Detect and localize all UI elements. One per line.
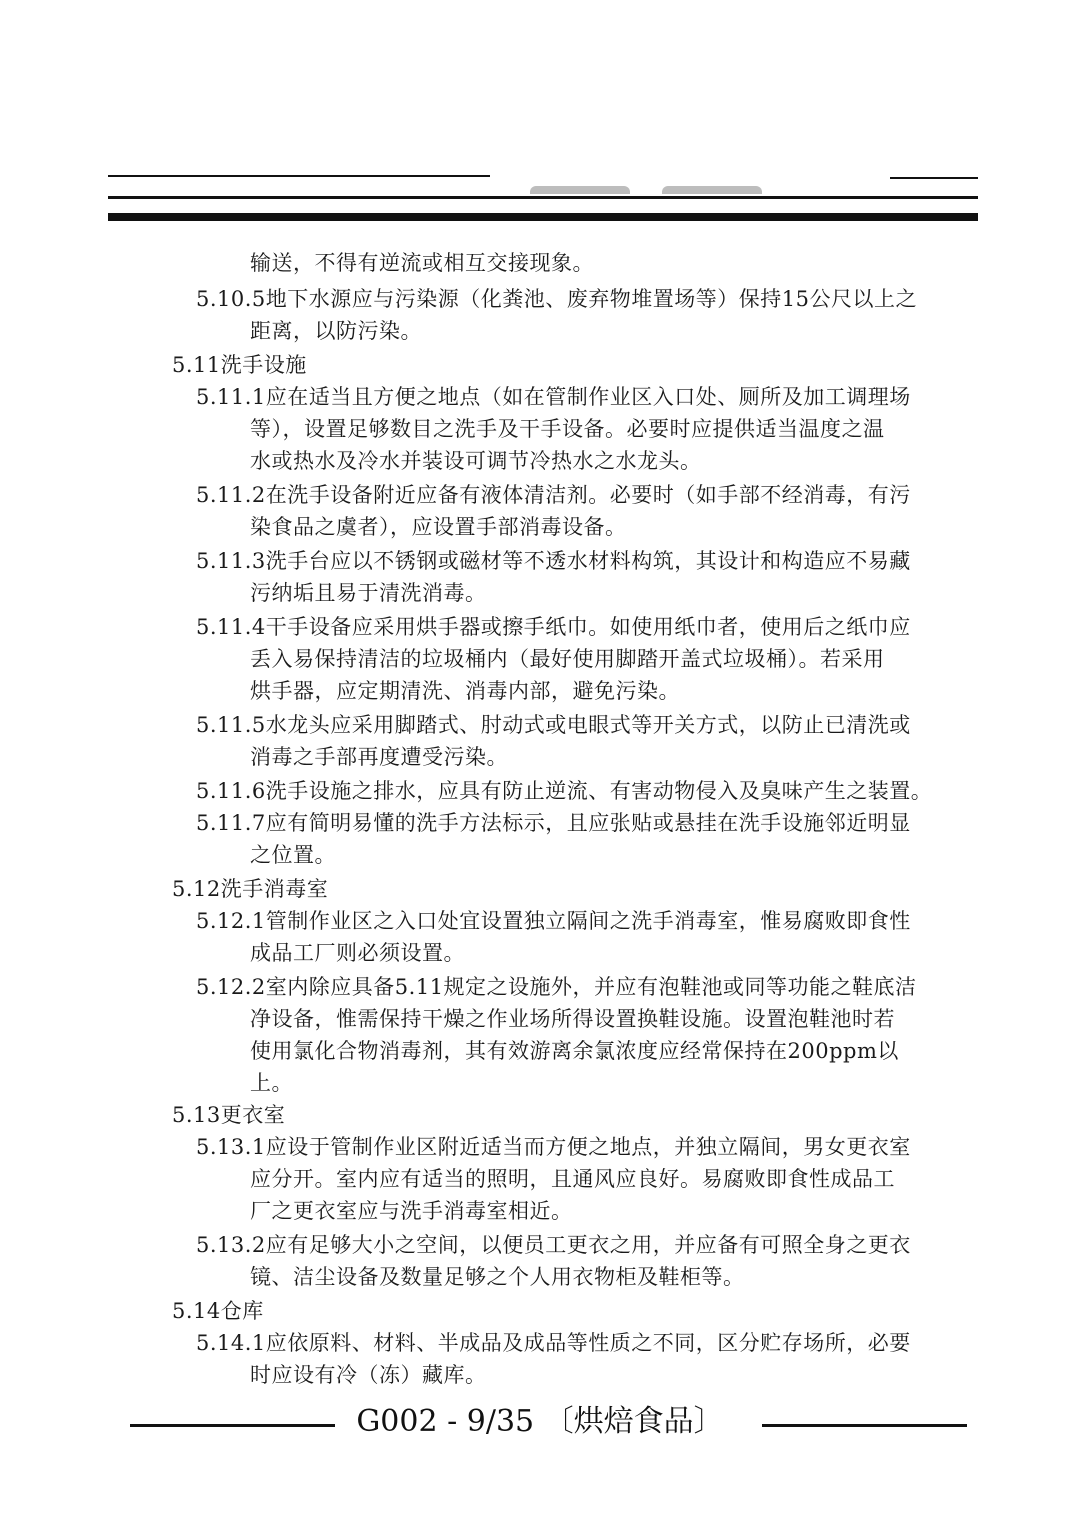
text-line: 输送，不得有逆流或相互交接现象。 xyxy=(250,251,594,275)
text-line: 时应设有冷（冻）藏库。 xyxy=(250,1363,487,1387)
text-line: 5.11.4干手设备应采用烘手器或擦手纸巾。如使用纸巾者，使用后之纸巾应 xyxy=(196,615,911,639)
text-line: 净设备，惟需保持干燥之作业场所得设置换鞋设施。设置泡鞋池时若 xyxy=(250,1007,895,1031)
text-line: 5.14.1应依原料、材料、半成品及成品等性质之不同，区分贮存场所，必要 xyxy=(196,1331,911,1355)
section-heading: 5.13更衣室 xyxy=(172,1103,286,1127)
text-line: 5.12.2室内除应具备5.11规定之设施外，并应有泡鞋池或同等功能之鞋底洁 xyxy=(196,975,917,999)
text-line: 丢入易保持清洁的垃圾桶内（最好使用脚踏开盖式垃圾桶）。若采用 xyxy=(250,647,885,671)
text-line: 应分开。室内应有适当的照明，且通风应良好。易腐败即食性成品工 xyxy=(250,1167,895,1191)
section-heading: 5.14仓库 xyxy=(172,1299,264,1323)
header-gray-mark-1 xyxy=(530,186,630,194)
text-line: 5.11.6洗手设施之排水，应具有防止逆流、有害动物侵入及臭味产生之装置。 xyxy=(196,779,933,803)
footer-doc-title: 〔烘焙食品〕 xyxy=(543,1404,724,1439)
text-line: 之位置。 xyxy=(250,843,336,867)
text-line: 5.13.2应有足够大小之空间，以便员工更衣之用，并应备有可照全身之更衣 xyxy=(196,1233,911,1257)
text-line: 5.11.5水龙头应采用脚踏式、肘动式或电眼式等开关方式，以防止已清洗或 xyxy=(196,713,911,737)
text-line: 5.13.1应设于管制作业区附近适当而方便之地点，并独立隔间，男女更衣室 xyxy=(196,1135,911,1159)
text-line: 5.11.2在洗手设备附近应备有液体清洁剂。必要时（如手部不经消毒，有污 xyxy=(196,483,911,507)
text-line: 5.12.1管制作业区之入口处宜设置独立隔间之洗手消毒室，惟易腐败即食性 xyxy=(196,909,911,933)
text-line: 污纳垢且易于清洗消毒。 xyxy=(250,581,487,605)
section-heading: 5.11洗手设施 xyxy=(172,353,307,377)
header-thin-rule-left xyxy=(108,175,490,177)
page-footer xyxy=(0,1402,1080,1442)
text-line: 烘手器，应定期清洗、消毒内部，避免污染。 xyxy=(250,679,680,703)
text-line: 5.11.1应在适当且方便之地点（如在管制作业区入口处、厕所及加工调理场 xyxy=(196,385,911,409)
header-rule-mid xyxy=(108,196,978,199)
text-line: 上。 xyxy=(250,1071,293,1095)
text-line: 厂之更衣室应与洗手消毒室相近。 xyxy=(250,1199,573,1223)
footer-page-code: G002 - 9/35 xyxy=(356,1404,535,1439)
text-line: 镜、洁尘设备及数量足够之个人用衣物柜及鞋柜等。 xyxy=(250,1265,745,1289)
header-gray-mark-2 xyxy=(662,186,762,194)
text-line: 5.10.5地下水源应与污染源（化粪池、废弃物堆置场等）保持15公尺以上之 xyxy=(196,287,918,311)
text-line: 使用氯化合物消毒剂，其有效游离余氯浓度应经常保持在200ppm以 xyxy=(250,1039,899,1063)
text-line: 染食品之虞者），应设置手部消毒设备。 xyxy=(250,515,627,539)
header-rule-thick xyxy=(108,213,978,221)
text-line: 距离，以防污染。 xyxy=(250,319,422,343)
section-heading: 5.12洗手消毒室 xyxy=(172,877,329,901)
text-line: 水或热水及冷水并装设可调节冷热水之水龙头。 xyxy=(250,449,702,473)
text-line: 等），设置足够数目之洗手及干手设备。必要时应提供适当温度之温 xyxy=(250,417,885,441)
header-thin-rule-right xyxy=(890,177,978,179)
text-line: 5.11.3洗手台应以不锈钢或磁材等不透水材料构筑，其设计和构造应不易藏 xyxy=(196,549,911,573)
text-line: 成品工厂则必须设置。 xyxy=(250,941,465,965)
text-line: 5.11.7应有简明易懂的洗手方法标示，且应张贴或悬挂在洗手设施邻近明显 xyxy=(196,811,911,835)
text-line: 消毒之手部再度遭受污染。 xyxy=(250,745,508,769)
